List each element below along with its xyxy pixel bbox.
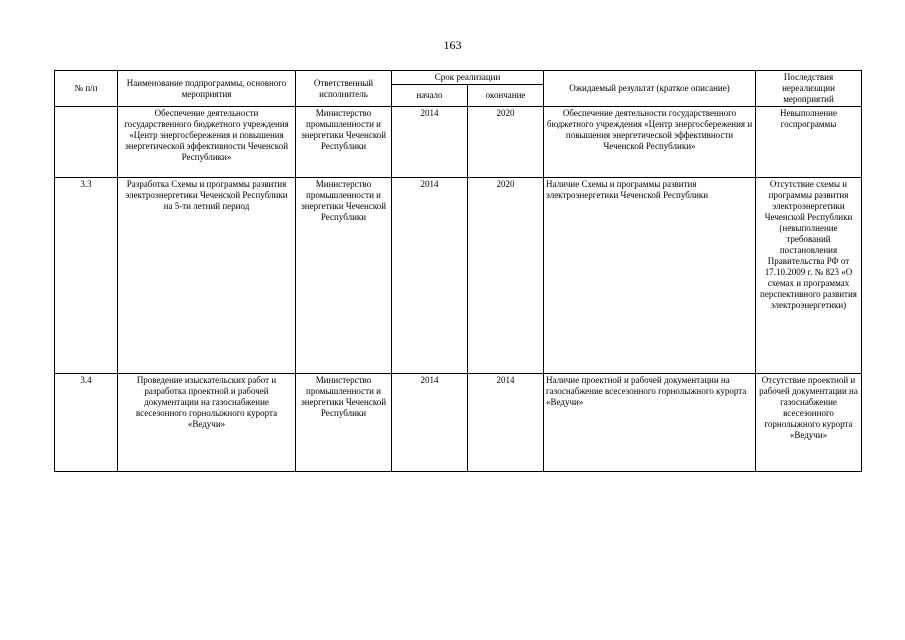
table-row xyxy=(55,107,862,178)
cell-consequences: Невыполнение госпрограммы xyxy=(756,107,862,178)
cell-name: Проведение изыскательских работ и разработка проектной и рабочей документации на газоснабжение всесезонного горнолыжного курорта «Ведучи» xyxy=(118,374,296,472)
cell-num xyxy=(55,107,118,178)
header-num: № п/п xyxy=(55,71,118,107)
cell-result: Обеспечение деятельности государственного бюджетного учреждения «Центр энергосбережения и повышения энергетической эффективности Чеченской Республики» xyxy=(544,107,756,178)
table-row xyxy=(55,374,862,472)
cell-name: Разработка Схемы и программы развития электроэнергетики Чеченской Республики на 5-ти летний период xyxy=(118,178,296,374)
header-end: окончание xyxy=(468,85,544,107)
header-consequences: Последствия нереализации мероприятий xyxy=(756,71,862,107)
page-number: 163 xyxy=(443,38,462,52)
cell-responsible: Министерство промышленности и энергетики Чеченской Республики xyxy=(296,107,392,178)
cell-num: 3.4 xyxy=(55,374,118,472)
cell-result: Наличие Схемы и программы развития электроэнергетики Чеченской Республики xyxy=(544,178,756,374)
header-period: Срок реализации xyxy=(392,71,544,85)
header-responsible: Ответственный исполнитель xyxy=(296,71,392,107)
header-start: начало xyxy=(392,85,468,107)
cell-end: 2020 xyxy=(468,178,544,374)
header-name: Наименование подпрограммы, основного мероприятия xyxy=(118,71,296,107)
cell-consequences: Отсутствие схемы и программы развития электроэнергетики Чеченской Республики (невыполнение требований постановления Правительства РФ от 17.10.2009 г. № 823 «О схемах и программах перспективного развития электроэнергетики) xyxy=(756,178,862,374)
cell-num: 3.3 xyxy=(55,178,118,374)
cell-start: 2014 xyxy=(392,374,468,472)
header-result: Ожидаемый результат (краткое описание) xyxy=(544,71,756,107)
cell-end: 2020 xyxy=(468,107,544,178)
cell-start: 2014 xyxy=(392,178,468,374)
cell-name: Обеспечение деятельности государственного бюджетного учреждения «Центр энергосбережения и повышения энергетической эффективности Чеченской Республики» xyxy=(118,107,296,178)
cell-responsible: Министерство промышленности и энергетики Чеченской Республики xyxy=(296,178,392,374)
cell-result: Наличие проектной и рабочей документации на газоснабжение всесезонного горнолыжного курорта «Ведучи» xyxy=(544,374,756,472)
cell-responsible: Министерство промышленности и энергетики Чеченской Республики xyxy=(296,374,392,472)
cell-end: 2014 xyxy=(468,374,544,472)
cell-start: 2014 xyxy=(392,107,468,178)
program-table xyxy=(54,70,862,472)
table-row xyxy=(55,178,862,374)
cell-consequences: Отсутствие проектной и рабочей документации на газоснабжение всесезонного горнолыжного курорта «Ведучи» xyxy=(756,374,862,472)
